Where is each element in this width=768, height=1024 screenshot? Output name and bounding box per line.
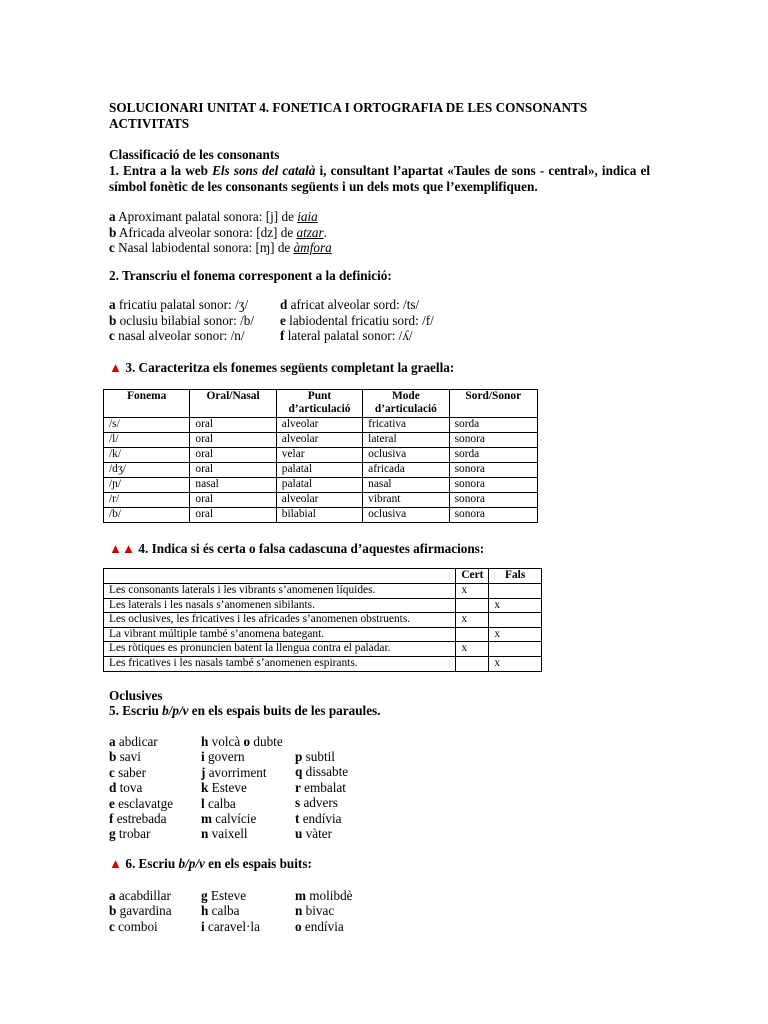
q5-word-f: f estrebada — [109, 810, 167, 826]
q1-answer-b: b Africada alveolar sonora: [dz] de atzar. — [109, 224, 327, 240]
phoneme-table-cell: oral — [190, 418, 276, 433]
phoneme-table-cell: nasal — [363, 478, 449, 493]
double-triangle-marker-icon: ▲▲ — [109, 541, 136, 556]
question-2-left-column — [109, 297, 254, 344]
phoneme-table-row — [104, 433, 538, 448]
section-heading-oclusives: Oclusives — [109, 688, 163, 703]
section-heading-classificacio: Classificació de les consonants — [109, 147, 280, 162]
statement-text: La vibrant múltiple també s’anomena bategant. — [104, 627, 456, 642]
phoneme-table-cell: oclusiva — [363, 508, 449, 523]
phoneme-table-cell: /b/ — [104, 508, 190, 523]
fals-mark — [489, 613, 542, 628]
phoneme-table-cell: sonora — [449, 493, 537, 508]
phoneme-table-cell: alveolar — [276, 433, 362, 448]
q1-answer-c: c Nasal labiodental sonora: [ɱ] de àmfora — [109, 240, 332, 255]
phoneme-table-cell: /dʒ/ — [104, 463, 190, 478]
q1-text-a: Entra a la web — [118, 163, 213, 178]
q2-answer-e: e labiodental fricatiu sord: /f/ — [280, 312, 434, 328]
q6-word-m: m molibdè — [295, 888, 353, 903]
question-3-title: ▲ 3. Caracteritza els fonemes següents completant la graella: — [109, 360, 455, 375]
q1-answer-a: a Aproximant palatal sonora: [j] de iaia — [109, 209, 318, 224]
q1-text-italic: Els sons del català — [212, 163, 316, 178]
q2-answer-c: c nasal alveolar sonor: /n/ — [109, 328, 245, 343]
header-punt: Punt d’articulació — [276, 390, 362, 418]
fals-mark — [489, 584, 542, 599]
question-4-title: ▲▲ 4. Indica si és certa o falsa cadascuna d’aquestes afirmacions: — [109, 541, 485, 556]
triangle-marker-icon: ▲ — [109, 856, 123, 871]
statement-text: Les oclusives, les fricatives i les africades s’anomenen obstruents. — [104, 613, 456, 628]
statements-table-row — [104, 584, 542, 599]
cert-mark — [456, 656, 489, 671]
phoneme-table-cell: oclusiva — [363, 448, 449, 463]
phoneme-table — [103, 389, 538, 523]
header-oral-nasal: Oral/Nasal — [190, 390, 276, 418]
q5-word-p: p subtil — [295, 749, 335, 764]
fals-mark — [489, 642, 542, 657]
statements-table-row — [104, 656, 542, 671]
header-cert: Cert — [456, 569, 489, 584]
q5-word-s: s advers — [295, 795, 338, 811]
triangle-marker-icon: ▲ — [109, 360, 123, 375]
title-line-1: SOLUCIONARI UNITAT 4. FONETICA I ORTOGRAFIA DE LES CONSONANTS — [109, 100, 588, 115]
phoneme-table-cell: /s/ — [104, 418, 190, 433]
question-5-column-3 — [295, 749, 348, 841]
statement-text: Les laterals i les nasals s’anomenen sibilants. — [104, 598, 456, 613]
phoneme-table-cell: sonora — [449, 508, 537, 523]
q2-answer-a: a fricatiu palatal sonor: /ʒ/ — [109, 297, 249, 312]
phoneme-table-cell: oral — [190, 448, 276, 463]
q6-word-n: n bivac — [295, 903, 335, 919]
phoneme-table-cell: /k/ — [104, 448, 190, 463]
phoneme-table-row — [104, 448, 538, 463]
phoneme-table-row — [104, 493, 538, 508]
phoneme-table-cell: bilabial — [276, 508, 362, 523]
q1-text-b: i, consultant l’apartat «Taules de sons - central», indica el símbol fonètic de les consonants següents i un dels mots que l’exemplifiquen. — [109, 163, 651, 194]
fals-mark: x — [489, 627, 542, 642]
cert-mark: x — [456, 642, 489, 657]
phoneme-table-header — [104, 390, 538, 418]
phoneme-table-row — [104, 478, 538, 493]
q5-word-k: k Esteve — [201, 780, 247, 796]
statement-text: Les ròtiques es pronuncien batent la llengua contra el paladar. — [104, 642, 456, 657]
q5-word-t: t endívia — [295, 810, 342, 826]
q6-word-c: c comboi — [109, 918, 158, 934]
document-title — [109, 100, 587, 131]
q5-word-e: e esclavatge — [109, 795, 174, 811]
statement-text: Les fricatives i les nasals també s’anomenen espirants. — [104, 656, 456, 671]
phoneme-table-row — [104, 508, 538, 523]
q2-answer-d: d africat alveolar sord: /ts/ — [280, 297, 420, 312]
question-5-column-1 — [109, 734, 173, 842]
q5-word-u: u vàter — [295, 825, 332, 841]
phoneme-table-cell: sorda — [449, 418, 537, 433]
q5-word-c: c saber — [109, 764, 146, 780]
phoneme-table-cell: velar — [276, 448, 362, 463]
phoneme-table-cell: /r/ — [104, 493, 190, 508]
phoneme-table-row — [104, 463, 538, 478]
q5-word-a: a abdicar — [109, 734, 158, 749]
fals-mark: x — [489, 656, 542, 671]
phoneme-table-cell: lateral — [363, 433, 449, 448]
q2-answer-b: b oclusiu bilabial sonor: /b/ — [109, 312, 255, 328]
cert-mark: x — [456, 584, 489, 599]
q6-word-b: b gavardina — [109, 903, 172, 919]
phoneme-table-cell: oral — [190, 508, 276, 523]
q5-word-l: l calba — [201, 795, 236, 811]
question-1-answers — [109, 209, 332, 256]
q5-word-b: b savi — [109, 749, 141, 765]
question-5-title: 5. Escriu b/p/v en els espais buits de les paraules. — [109, 703, 381, 718]
phoneme-table-cell: /l/ — [104, 433, 190, 448]
q5-word-n: n vaixell — [201, 826, 248, 842]
question-6-title: ▲ 6. Escriu b/p/v en els espais buits: — [109, 856, 312, 871]
phoneme-table-cell: fricativa — [363, 418, 449, 433]
phoneme-table-cell: nasal — [190, 478, 276, 493]
cert-mark — [456, 627, 489, 642]
cert-mark — [456, 598, 489, 613]
q6-word-i: i caravel·la — [201, 918, 260, 934]
statements-table-row — [104, 613, 542, 628]
question-6-column-2 — [201, 888, 260, 934]
phoneme-table-cell: sonora — [449, 478, 537, 493]
q6-word-h: h calba — [201, 903, 240, 919]
fals-mark: x — [489, 598, 542, 613]
q6-word-o: o endívia — [295, 918, 344, 934]
phoneme-table-cell: vibrant — [363, 493, 449, 508]
question-6-column-3 — [295, 888, 353, 934]
phoneme-table-cell: africada — [363, 463, 449, 478]
q5-word-h: h volcà o dubte — [201, 734, 283, 749]
phoneme-table-cell: oral — [190, 433, 276, 448]
statements-table-row — [104, 627, 542, 642]
statements-table-row — [104, 598, 542, 613]
q5-word-j: j avorriment — [201, 764, 267, 780]
phoneme-table-row — [104, 418, 538, 433]
cert-mark: x — [456, 613, 489, 628]
phoneme-table-cell: sonora — [449, 433, 537, 448]
q5-word-i: i govern — [201, 749, 245, 765]
q2-answer-f: f lateral palatal sonor: /ʎ/ — [280, 328, 413, 343]
q5-word-d: d tova — [109, 780, 143, 796]
q5-word-m: m calvície — [201, 810, 257, 826]
header-mode: Mode d’articulació — [363, 390, 449, 418]
header-fals: Fals — [489, 569, 542, 584]
phoneme-table-cell: palatal — [276, 463, 362, 478]
statements-table-row — [104, 642, 542, 657]
phoneme-table-cell: sonora — [449, 463, 537, 478]
q5-word-g: g trobar — [109, 826, 151, 842]
phoneme-table-cell: sorda — [449, 448, 537, 463]
question-2-right-column — [280, 297, 434, 344]
statements-table — [103, 568, 542, 672]
q1-number: 1. — [109, 163, 119, 178]
statement-text: Les consonants laterals i les vibrants s’anomenen líquides. — [104, 584, 456, 599]
phoneme-table-cell: oral — [190, 493, 276, 508]
phoneme-table-cell: alveolar — [276, 493, 362, 508]
phoneme-table-cell: palatal — [276, 478, 362, 493]
question-6-column-1 — [109, 888, 172, 934]
phoneme-table-cell: alveolar — [276, 418, 362, 433]
question-5-column-2 — [201, 734, 283, 842]
question-2-title: 2. Transcriu el fonema corresponent a la definició: — [109, 268, 392, 283]
q6-word-a: a acabdillar — [109, 888, 171, 903]
phoneme-table-cell: oral — [190, 463, 276, 478]
q5-word-r: r embalat — [295, 779, 346, 795]
header-fonema: Fonema — [104, 390, 190, 418]
question-1-text — [109, 163, 650, 194]
header-sord-sonor: Sord/Sonor — [449, 390, 537, 418]
q6-word-g: g Esteve — [201, 888, 247, 903]
title-line-2: ACTIVITATS — [109, 115, 190, 131]
q5-word-q: q dissabte — [295, 764, 349, 780]
statements-table-header — [104, 569, 542, 584]
phoneme-table-cell: /ɲ/ — [104, 478, 190, 493]
